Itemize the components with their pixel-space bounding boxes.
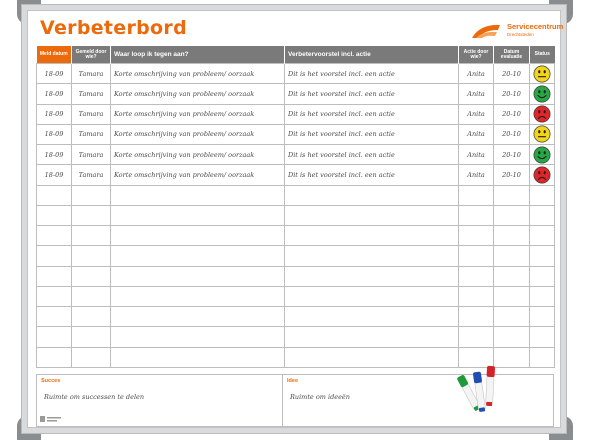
reported-by-cell: Tamara <box>72 104 111 124</box>
whiteboard-markers <box>446 362 506 422</box>
header-evaluation-date: Datum evaluatie <box>494 46 530 64</box>
empty-cell <box>111 286 285 306</box>
empty-table-row <box>37 307 555 327</box>
evaluation-date-cell: 20-10 <box>494 104 530 124</box>
success-text: Ruimte om successen te delen <box>44 393 145 401</box>
empty-cell <box>285 327 459 347</box>
empty-cell <box>37 266 72 286</box>
header-proposal: Verbetervoorstel incl. actie <box>285 46 459 64</box>
header-report-date: Meld datum <box>37 46 72 64</box>
action-by-cell: Anita <box>459 145 494 165</box>
empty-cell <box>72 327 111 347</box>
empty-cell <box>530 205 555 225</box>
empty-cell <box>459 286 494 306</box>
empty-cell <box>459 226 494 246</box>
reported-by-cell: Tamara <box>72 124 111 144</box>
evaluation-date-cell: 20-10 <box>494 64 530 84</box>
empty-cell <box>285 246 459 266</box>
brand-mini-logo-icon <box>40 415 62 423</box>
empty-cell <box>459 205 494 225</box>
empty-cell <box>530 347 555 367</box>
action-by-cell: Anita <box>459 104 494 124</box>
empty-cell <box>111 347 285 367</box>
empty-cell <box>530 307 555 327</box>
empty-table-row <box>37 286 555 306</box>
proposal-cell: Dit is het voorstel incl. een actie <box>285 104 459 124</box>
idea-label: Idee <box>287 378 299 384</box>
empty-cell <box>72 266 111 286</box>
table-row <box>37 145 555 165</box>
table-row <box>37 104 555 124</box>
empty-cell <box>111 327 285 347</box>
sad-face-icon <box>533 166 551 184</box>
issue-cell: Korte omschrijving van probleem/ oorzaak <box>111 165 285 185</box>
empty-cell <box>530 286 555 306</box>
empty-cell <box>111 205 285 225</box>
empty-cell <box>111 307 285 327</box>
empty-cell <box>37 327 72 347</box>
proposal-cell: Dit is het voorstel incl. een actie <box>285 145 459 165</box>
idea-text: Ruimte om ideeën <box>290 393 350 401</box>
status-cell <box>530 165 555 185</box>
empty-cell <box>285 347 459 367</box>
empty-cell <box>72 226 111 246</box>
empty-cell <box>459 185 494 205</box>
empty-cell <box>37 286 72 306</box>
issue-cell: Korte omschrijving van probleem/ oorzaak <box>111 124 285 144</box>
empty-cell <box>459 266 494 286</box>
empty-cell <box>530 327 555 347</box>
empty-cell <box>285 226 459 246</box>
header-reported-by: Gemeld door wie? <box>72 46 111 64</box>
report-date-cell: 18-09 <box>37 165 72 185</box>
empty-cell <box>285 205 459 225</box>
empty-cell <box>285 266 459 286</box>
status-cell <box>530 84 555 104</box>
empty-cell <box>530 266 555 286</box>
table-header-row <box>37 46 555 64</box>
empty-cell <box>494 246 530 266</box>
empty-table-row <box>37 185 555 205</box>
logo-mark-icon <box>470 22 502 40</box>
issue-cell: Korte omschrijving van probleem/ oorzaak <box>111 64 285 84</box>
empty-cell <box>37 226 72 246</box>
empty-cell <box>37 307 72 327</box>
idea-panel <box>283 375 553 426</box>
reported-by-cell: Tamara <box>72 64 111 84</box>
empty-cell <box>494 226 530 246</box>
empty-cell <box>285 286 459 306</box>
empty-cell <box>72 347 111 367</box>
header-issue: Waar loop ik tegen aan? <box>111 46 285 64</box>
empty-cell <box>37 185 72 205</box>
empty-table-row <box>37 327 555 347</box>
empty-table-row <box>37 266 555 286</box>
empty-cell <box>459 246 494 266</box>
report-date-cell: 18-09 <box>37 104 72 124</box>
report-date-cell: 18-09 <box>37 64 72 84</box>
issue-cell: Korte omschrijving van probleem/ oorzaak <box>111 145 285 165</box>
empty-cell <box>459 307 494 327</box>
empty-cell <box>530 185 555 205</box>
status-cell <box>530 104 555 124</box>
empty-cell <box>37 347 72 367</box>
empty-cell <box>72 205 111 225</box>
action-by-cell: Anita <box>459 64 494 84</box>
empty-cell <box>72 246 111 266</box>
neutral-face-icon <box>533 125 551 143</box>
reported-by-cell: Tamara <box>72 165 111 185</box>
table-row <box>37 84 555 104</box>
empty-cell <box>111 266 285 286</box>
empty-cell <box>72 286 111 306</box>
empty-cell <box>72 307 111 327</box>
proposal-cell: Dit is het voorstel incl. een actie <box>285 165 459 185</box>
table-row <box>37 165 555 185</box>
neutral-face-icon <box>533 65 551 83</box>
reported-by-cell: Tamara <box>72 145 111 165</box>
status-cell <box>530 145 555 165</box>
action-by-cell: Anita <box>459 165 494 185</box>
empty-cell <box>459 327 494 347</box>
empty-cell <box>494 266 530 286</box>
report-date-cell: 18-09 <box>37 84 72 104</box>
empty-cell <box>530 246 555 266</box>
header-status: Status <box>530 46 555 64</box>
evaluation-date-cell: 20-10 <box>494 84 530 104</box>
empty-cell <box>285 185 459 205</box>
empty-cell <box>111 246 285 266</box>
servicecentrum-logo <box>470 20 562 44</box>
report-date-cell: 18-09 <box>37 124 72 144</box>
success-panel <box>37 375 283 426</box>
empty-cell <box>285 307 459 327</box>
proposal-cell: Dit is het voorstel incl. een actie <box>285 124 459 144</box>
evaluation-date-cell: 20-10 <box>494 145 530 165</box>
logo-subtitle: Drechtsteden <box>507 32 534 37</box>
empty-cell <box>494 307 530 327</box>
proposal-cell: Dit is het voorstel incl. een actie <box>285 84 459 104</box>
empty-cell <box>111 226 285 246</box>
empty-cell <box>111 185 285 205</box>
reported-by-cell: Tamara <box>72 84 111 104</box>
action-by-cell: Anita <box>459 84 494 104</box>
action-by-cell: Anita <box>459 124 494 144</box>
empty-cell <box>37 205 72 225</box>
happy-face-icon <box>533 146 551 164</box>
happy-face-icon <box>533 85 551 103</box>
proposal-cell: Dit is het voorstel incl. een actie <box>285 64 459 84</box>
empty-cell <box>494 286 530 306</box>
report-date-cell: 18-09 <box>37 145 72 165</box>
empty-cell <box>494 205 530 225</box>
header-action-by: Actie door wie? <box>459 46 494 64</box>
logo-name: Servicecentrum <box>507 22 564 31</box>
empty-table-row <box>37 226 555 246</box>
red-marker-icon <box>485 366 495 406</box>
improvement-table <box>36 46 555 368</box>
board-title: Verbeterbord <box>40 17 187 39</box>
evaluation-date-cell: 20-10 <box>494 165 530 185</box>
empty-table-row <box>37 205 555 225</box>
table-row <box>37 64 555 84</box>
status-cell <box>530 64 555 84</box>
status-cell <box>530 124 555 144</box>
table-row <box>37 124 555 144</box>
empty-table-row <box>37 246 555 266</box>
empty-cell <box>530 226 555 246</box>
empty-cell <box>72 185 111 205</box>
evaluation-date-cell: 20-10 <box>494 124 530 144</box>
empty-cell <box>37 246 72 266</box>
empty-cell <box>494 185 530 205</box>
issue-cell: Korte omschrijving van probleem/ oorzaak <box>111 104 285 124</box>
success-label: Succes <box>41 378 61 384</box>
empty-cell <box>494 327 530 347</box>
issue-cell: Korte omschrijving van probleem/ oorzaak <box>111 84 285 104</box>
sad-face-icon <box>533 105 551 123</box>
